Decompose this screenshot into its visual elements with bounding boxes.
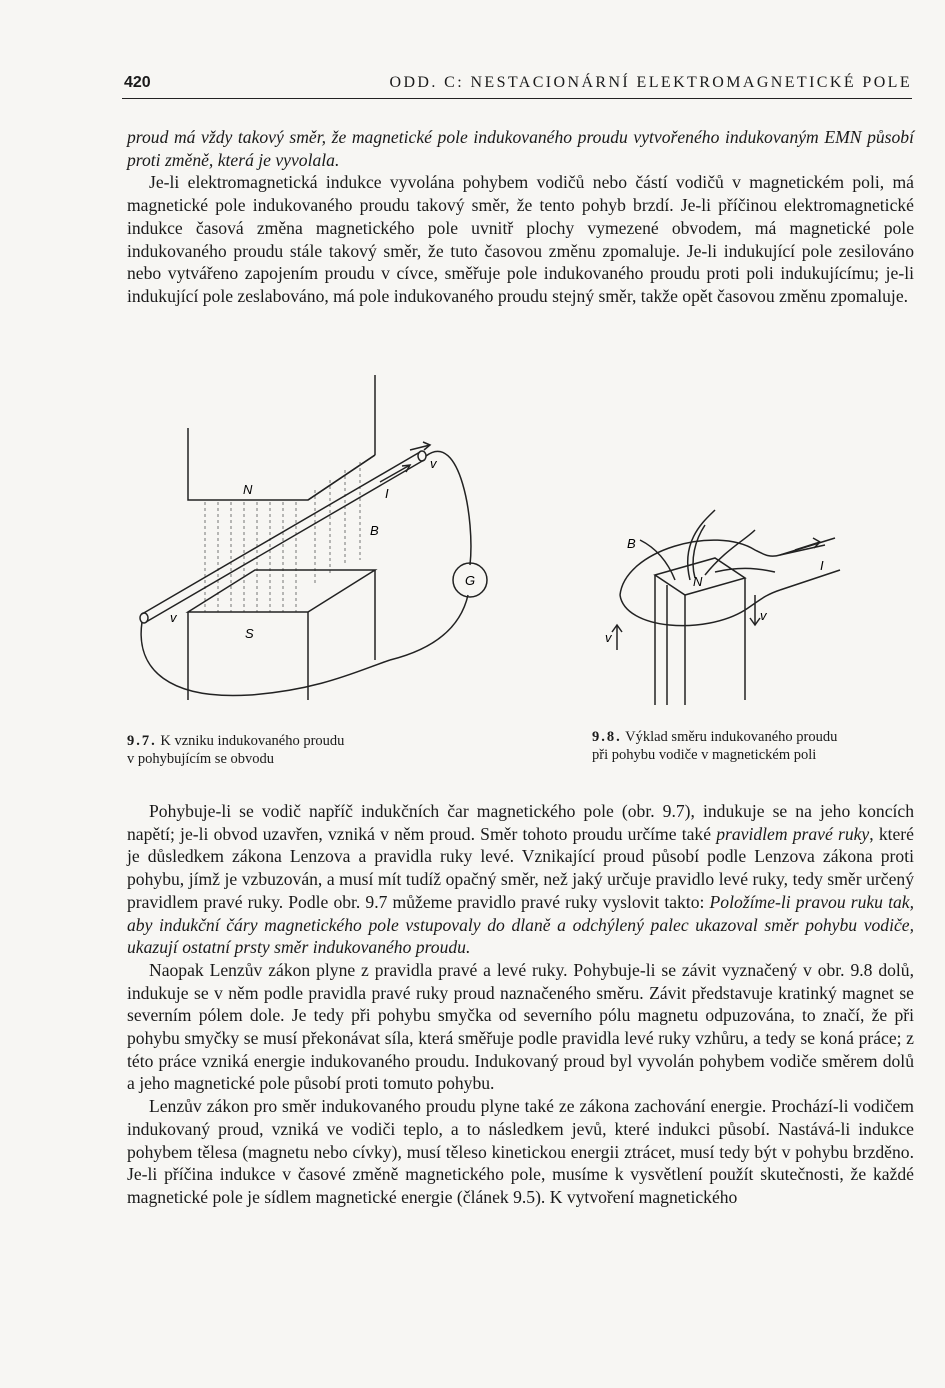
label-b-98: B	[627, 536, 636, 551]
caption-9-8: 9.8. Výklad směru indukovaného proudu při pohybu vodiče v magnetickém poli	[592, 729, 838, 763]
label-v-left-98: v	[605, 630, 612, 645]
paragraph-3: Naopak Lenzův zákon plyne z pravidla pravé a levé ruky. Pohybuje-li se závit vyznačený v obr. 9.8 dolů, indukuje se v něm podle pravidla pravé ruky proud naznačeného směru. Závit představuje kratinký magnet se severním pólem dole. Je tedy při pohybu smyčka od severního pólu magnetu odpuzována, to značí, že při pohybu smyčky se musí překonávat síla, která směřuje podle pravidla levé ruky vzhůru, a tedy se koná práce; z této práce vzniká energie indukovaného proudu. Indukovaný proud byl vyvolán pohybem vodiče směrem dolů a jeho magnetické pole působí proti tomuto pohybu.	[127, 959, 914, 1094]
label-s: S	[245, 626, 254, 641]
label-b: B	[370, 523, 379, 538]
figure-9-8-drawing	[595, 500, 855, 710]
paragraph-4: Lenzův zákon pro směr indukovaného proudu plyne také ze zákona zachování energie. Prochází-li vodičem indukovaný proud, vzniká ve vodiči teplo, a to následkem jevů, které indukci působí. Nastává-li indukce pohybem tělesa (magnetu nebo cívky), musí těleso kinetickou energii ztrácet, musí tedy být v pohybu brzděno. Je-li příčina indukce v časové změně magnetického pole, musíme k vysvětlení použít skutečnosti, že každé magnetické pole je sídlem magnetické energie (článek 9.5). K vytvoření magnetického	[127, 1096, 914, 1207]
bottom-text-block	[127, 800, 914, 1209]
figure-9-7-drawing	[130, 370, 510, 720]
paragraph-1: Je-li elektromagnetická indukce vyvolána pohybem vodičů nebo částí vodičů v magnetickém poli, má magnetické pole indukovaného proudu takový směr, že tento pohyb brzdí. Je-li příčinou elektromagnetické indukce časová změna magnetického pole uvnitř plochy vymezené obvodem, má magnetické pole indukovaného proudu stále takový směr, že tuto časovou změnu zpomaluje. Je-li indukující pole zesilováno nebo vytvářeno zapojením proudu v cívce, směřuje pole indukovaného proudu proti poli indukujícímu; je-li indukující pole zeslabováno, má pole indukovaného proudu stejný směr, takže opět časovou změnu zpomaluje.	[127, 172, 914, 306]
label-g: G	[465, 573, 476, 588]
italic-continuation: proud má vždy takový směr, že magnetické pole indukovaného proudu vytvořeného indukovaným EMN působí proti změně, která je vyvolala.	[127, 127, 914, 170]
label-i: I	[385, 486, 389, 501]
figure-9-7	[130, 370, 510, 720]
page-number: 420	[124, 74, 151, 91]
page-header	[122, 72, 912, 99]
figure-9-8	[595, 500, 855, 710]
paragraph-2: Pohybuje-li se vodič napříč indukčních čar magnetického pole (obr. 9.7), indukuje se na jeho koncích napětí; je-li obvod uzavřen, vzniká v něm proud. Směr tohoto proudu určíme také pravidlem pravé ruky, které je důsledkem zákona Lenzova a pravidla ruky levé. Vznikající proud působí podle Lenzova zákona proti pohybu, jímž je vzbuzován, a musí mít tudíž opačný směr, než jaký určuje pravidlo levé ruky, tedy směr určený pravidlem pravé ruky. Podle obr. 9.7 můžeme pravidlo pravé ruky vyslovit takto: Položíme-li pravou ruku tak, aby indukční čáry magnetického pole vstupovaly do dlaně a odchýlený palec ukazoval směr pohybu vodiče, ukazují ostatní prsty směr indukovaného proudu.	[127, 801, 914, 958]
label-n: N	[243, 482, 253, 497]
top-text-block	[127, 126, 914, 308]
label-n-98: N	[693, 574, 703, 589]
label-v-left: v	[170, 610, 177, 625]
caption-9-7: 9.7. K vzniku indukovaného proudu v pohybujícím se obvodu	[127, 733, 345, 767]
label-i-98: I	[820, 558, 824, 573]
label-v-top: v	[430, 456, 437, 471]
label-v-right-98: v	[760, 608, 767, 623]
running-title: ODD. C: NESTACIONÁRNÍ ELEKTROMAGNETICKÉ POLE	[389, 74, 912, 91]
